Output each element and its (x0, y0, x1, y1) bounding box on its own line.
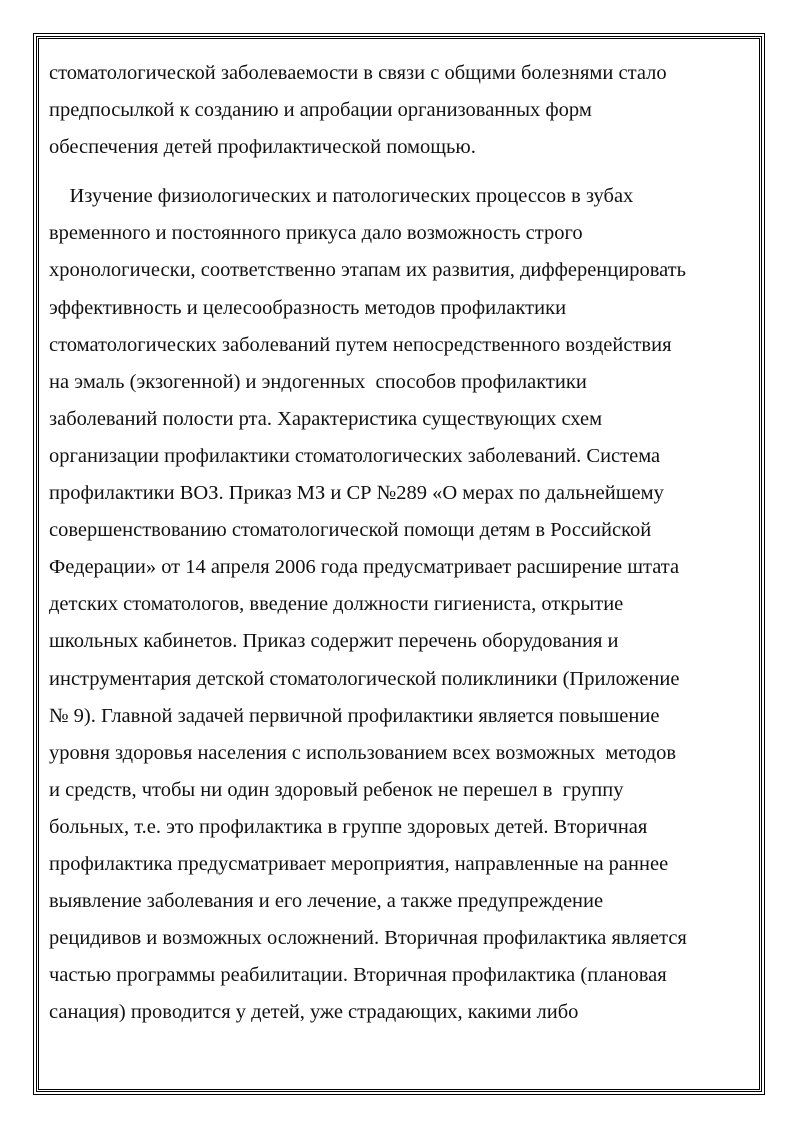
text-line: Изучение физиологических и патологических процессов в зубах (49, 185, 634, 208)
paragraph-1 (49, 55, 749, 166)
text-line: и средств, чтобы ни один здоровый ребенок не перешел в группу (49, 778, 624, 801)
text-line: на эмаль (экзогенной) и эндогенных способов профилактики (49, 370, 587, 393)
text-line: частью программы реабилитации. Вторичная профилактика (плановая (49, 964, 667, 987)
text-line: инструментария детской стоматологической поликлиники (Приложение (49, 667, 680, 690)
text-line: совершенствованию стоматологической помощи детям в Российской (49, 519, 652, 542)
text-line: школьных кабинетов. Приказ содержит перечень оборудования и (49, 630, 619, 653)
text-line: стоматологических заболеваний путем непосредственного воздействия (49, 333, 672, 356)
text-line: стоматологической заболеваемости в связи с общими болезнями стало (49, 62, 667, 84)
text-line: № 9). Главной задачей первичной профилактики является повышение (49, 704, 660, 727)
text-line: заболеваний полости рта. Характеристика существующих схем (49, 407, 603, 430)
text-line: детских стоматологов, введение должности гигиениста, открытие (49, 593, 624, 616)
text-line: выявление заболевания и его лечение, а также предупреждение (49, 890, 604, 913)
text-line: организации профилактики стоматологических заболеваний. Система (49, 444, 661, 467)
text-line: предпосылкой к созданию и апробации организованных форм (49, 99, 592, 122)
document-body (49, 55, 749, 1031)
text-line: рецидивов и возможных осложнений. Вторичная профилактика является (49, 927, 687, 950)
text-line: больных, т.е. это профилактика в группе здоровых детей. Вторичная (49, 815, 648, 838)
text-line: Федерации» от 14 апреля 2006 года предусматривает расширение штата (49, 556, 680, 579)
page-frame (33, 33, 765, 1095)
text-line: профилактика предусматривает мероприятия, направленные на раннее (49, 852, 669, 875)
text-line: эффективность и целесообразность методов профилактики (49, 296, 567, 319)
text-line: уровня здоровья населения с использованием всех возможных методов (49, 741, 677, 764)
paragraph-gap (49, 166, 749, 178)
paragraph-2 (49, 178, 749, 1031)
text-line: обеспечения детей профилактической помощью. (49, 136, 476, 159)
text-line: санация) проводится у детей, уже страдающих, какими либо (49, 1001, 579, 1024)
text-line: временного и постоянного прикуса дало возможность строго (49, 222, 583, 245)
text-line: хронологически, соответственно этапам их развития, дифференцировать (49, 259, 686, 282)
text-line: профилактики ВОЗ. Приказ МЗ и СР №289 «О мерах по дальнейшему (49, 482, 664, 505)
